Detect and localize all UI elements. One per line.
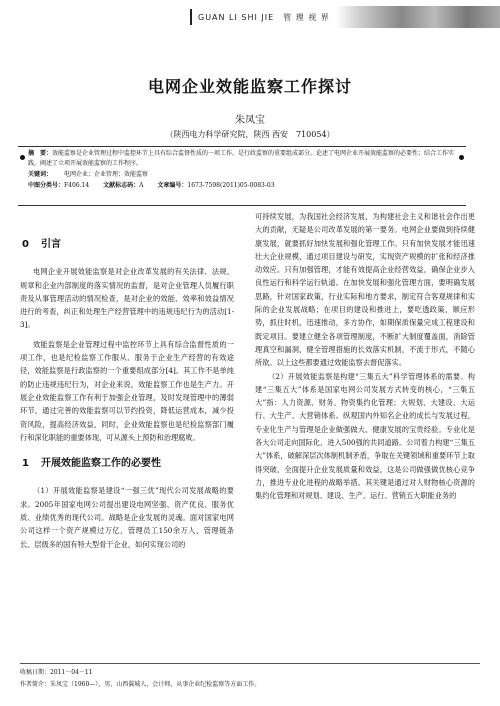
doc-code: A [139,182,144,189]
bullet-icon [459,155,464,160]
running-header [190,6,500,28]
section-title: 开展效能监察工作的必要性 [40,458,161,470]
left-column [20,239,234,551]
clc-code: F406.14 [64,182,90,189]
keywords-label: 关键词： [28,171,53,178]
abstract-text: 效能监察是企业管理过程中监控环节上具有综合监督性质的一项工作，是行政监察的重要组成部分。论述了电网企业开展效能监察的必要性；结合工作实践，阐述了立项开展效能监察的工作程序。 [28,150,455,167]
article-no-label: 文章编号： [157,182,188,189]
abstract [28,149,456,169]
section-heading [22,238,234,251]
section-number: 1 [22,458,29,470]
section-title: 引言 [40,239,61,250]
keywords: 电网企业；企业管理；效能监察 [64,171,149,178]
right-column [255,210,475,503]
journal-name: GUAN LI SHI JIE 管 理 视 界 [198,12,330,22]
author-bio: 作者简介：朱凤宝（1960—），男，山西翼城人，会计师，从事企业纪检监察等方面工作。 [20,681,261,688]
paragraph: 电网企业开展效能监察是对企业改革发展的有关法律、法规、规章和企业内部制度的落实情况的监督，是对企业管理人员履行职责及从事管理活动的情况检查，是对企业的效能、效率和效益情况进行的考查，纠正和处理生产经营管理中的违规违纪行为的活动[1-3]。 [20,267,234,330]
clc-label: 中图分类号： [28,182,65,189]
header-divider [190,9,192,25]
paragraph: （1）开展效能监察是建设“一强三优”现代公司发展战略的要求。2005年国家电网公司提出建设电网坚强、资产优良、服务优质、业绩优秀的现代公司。战略是企业发展的灵魂。面对国家电网公司这样一个资产规模过万亿，管理员工150余万人，管理链条长、层级多的国有特大型骨干企业，如何实现公司的 [20,486,234,549]
article-title: 电网企业效能监察工作探讨 [147,77,352,96]
author-name: 朱凤宝 [235,115,265,126]
received-date: 收稿日期：2011－04－11 [20,669,93,676]
keywords-line [28,170,456,180]
section-heading [22,457,234,470]
doc-code-label: 文献标志码： [103,182,140,189]
paragraph: 效能监察是企业管理过程中监控环节上具有综合监督性质的一项工作，也是纪检监察工作服从、服务于企业生产经营的有效途径，效能监察是行政监察的一个重要组成部分[4]。其工作不是单纯的防止违规违纪行为，对企业来说，效能监察工作也是生产力。开展企业效能监察工作有利于加强企业管理，及时发现管理中的薄弱环节，通过完善的效能监察可以节约投资，降低运营成本，减少投资风险，提高经济效益，同时，企业效能监察也是纪检监察部门履行和深化职能的重要体现，可从源头上预防和治理腐败。 [20,339,234,442]
author-affiliation: （陕西电力科学研究院，陕西 西安 710054） [165,130,335,139]
header-banner-image [336,6,500,28]
footnote [20,663,480,691]
paragraph: 可持续发展，为我国社会经济发展，为构建社会主义和谐社会作出更大的贡献，无疑是公司改革发展的第一要务。电网企业要做到持续健康发展，就要抓好加快发展和强化管理工作。只有加快发展才能迅速壮大企业规模，通过项目建设与研发，实现资产规模的扩张和经济推动效应。只有加强管理，才能有效提高企业经营效益，确保企业步入良性运行和科学运行轨道。在加快发展和强化管理方面，要明确发展思路，针对国家政策，行业实际和地方要求，制定符合客观规律和实际的企业发展战略；在项目的建设和推进上，要吃透政策，顺应形势，抓住时机，迅速推动，多方协作，如期保质保量完成工程建设和既定项目。要建立健全各项管理制度，不断扩大制度覆盖面，消除管理真空和漏洞，健全管理措施的长效落实机制，不流于形式，不随心所欲。以上这些都要通过效能监察去督促落实。 [255,212,475,368]
section-number: 0 [22,239,29,250]
article-no: 1673-7598(2011)05-0083-03 [187,182,275,189]
bullet-icon [20,155,25,160]
abstract-box [18,146,466,206]
paragraph: （2）开展效能监察是构建“三集五大”科学管理体系的需要。构建“三集五大”体系是国家电网公司发展方式转变的核心，“三集五大”指：人力资源、财务、物资集约化管理；大规划、大建设、大运行、大生产、大营销体系。纵观国内外知名企业的成长与发展过程，专业化生产与管理是企业做强做大、健康发展的宝贵经验。专业化是各大公司走向国际化、进入500强的共同道路。公司着力构建“三集五大”体系，破解深层次体制机制矛盾，争取在关键领域和重要环节上取得突破，全面提升企业发展质量和效益，这是公司做强做优核心竞争力，推进专业化进程的战略举措。其关键是通过对人财物核心资源的集约化管理和对规划、建设、生产、运行、营销五大职能业务的 [255,371,475,501]
classification-line [28,181,456,191]
abstract-label: 摘 要： [28,150,53,157]
